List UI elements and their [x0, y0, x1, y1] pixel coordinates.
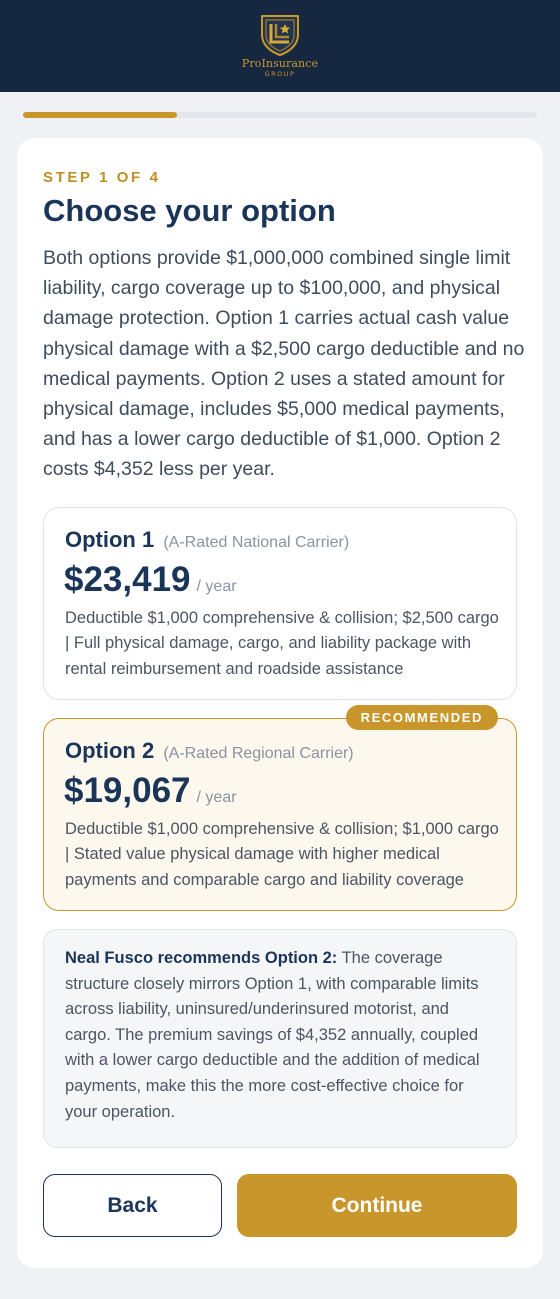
shield-logo-icon: [258, 13, 302, 57]
option-2-price-row: [64, 771, 237, 811]
continue-button[interactable]: Continue: [237, 1174, 517, 1237]
option-1-carrier: (A-Rated National Carrier): [163, 534, 350, 551]
brand-name: ProInsurance: [241, 57, 319, 70]
option-1-title: [65, 527, 349, 553]
option-1-name: Option 1: [65, 527, 155, 552]
advisor-recommendation: [43, 929, 517, 1148]
progress-fill: [23, 112, 177, 118]
back-button[interactable]: Back: [43, 1174, 222, 1237]
option-2-carrier: (A-Rated Regional Carrier): [163, 745, 354, 762]
option-2-title: [65, 738, 354, 764]
option-1-price: $23,419: [64, 560, 191, 599]
option-2-description: Deductible $1,000 comprehensive & collision; $1,000 cargo | Stated value physical damage with higher medical payments and comparable cargo and liability coverage: [65, 820, 499, 889]
option-card: [17, 138, 543, 1268]
page-title: Choose your option: [43, 193, 336, 228]
step-label: STEP 1 OF 4: [43, 169, 161, 186]
progress-bar: [23, 112, 537, 118]
intro-text: Both options provide $1,000,000 combined single limit liability, cargo coverage up to $100,000, and physical damage protection. Option 1 carries actual cash value physical damage with a $2,500 cargo deductible and no medical payments. Option 2 uses a stated amount for physical damage, includes $5,000 medical payments, and has a lower cargo deductible of $1,000. Option 2 costs $4,352 less per year.: [43, 247, 525, 481]
brand-subtitle: GROUP: [264, 70, 296, 78]
advisor-text: [65, 946, 497, 1125]
option-2-price: $19,067: [64, 771, 191, 810]
option-2-card[interactable]: [43, 710, 517, 911]
option-1-price-row: [64, 560, 237, 600]
option-2-name: Option 2: [65, 738, 155, 763]
advisor-lead: Neal Fusco recommends Option 2:: [65, 949, 338, 967]
option-2-per: / year: [196, 789, 237, 806]
option-1-card[interactable]: [43, 507, 517, 700]
option-1-description: Deductible $1,000 comprehensive & collision; $2,500 cargo | Full physical damage, cargo, and liability package with rental reimbursement and roadside assistance: [65, 609, 499, 678]
recommended-badge: RECOMMENDED: [346, 705, 498, 730]
app-header: [0, 0, 560, 92]
advisor-body: The coverage structure closely mirrors Option 1, with comparable limits across liability, uninsured/underinsured motorist, and cargo. The premium savings of $4,352 annually, coupled with a lower cargo deductible and the addition of medical payments, make this the more cost-effective choice for your operation.: [65, 949, 480, 1121]
option-1-per: / year: [196, 578, 237, 595]
